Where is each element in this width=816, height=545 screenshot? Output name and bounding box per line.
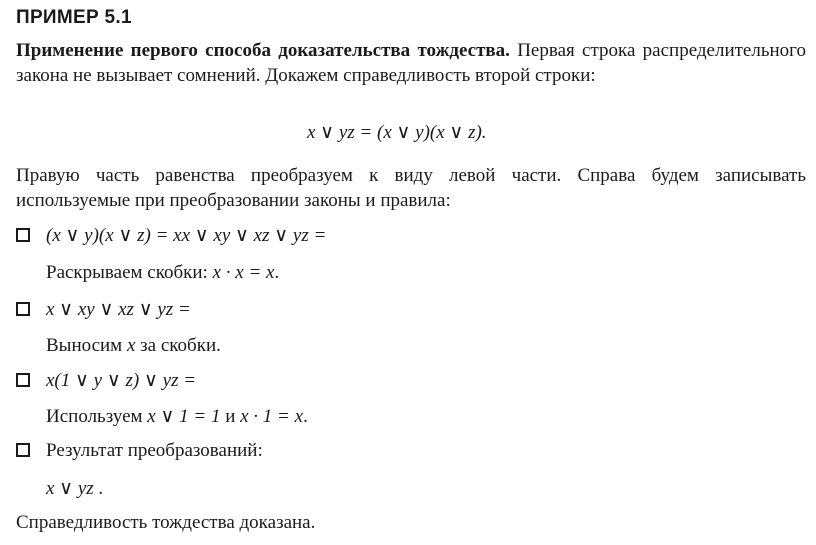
step-1-note-tail: . xyxy=(274,262,280,283)
step-2-note-text: Выносим xyxy=(46,335,127,356)
step-4-note-tail: . xyxy=(93,478,104,499)
step-4 xyxy=(16,440,263,466)
step-4-note-math: x ∨ yz xyxy=(46,478,94,499)
step-2 xyxy=(16,298,191,324)
step-4-text: Результат преобразований: xyxy=(46,440,263,461)
step-1-note xyxy=(46,262,279,284)
checkbox-bullet-icon xyxy=(16,443,30,457)
example-heading: ПРИМЕР 5.1 xyxy=(16,7,132,28)
step-1-note-math: x · x = x xyxy=(212,262,275,283)
intro-text: Первая строка распределительного закона не вызывает сомнений. Докажем справедливость второй строки: xyxy=(16,40,807,86)
checkbox-bullet-icon xyxy=(16,228,30,242)
checkbox-bullet-icon xyxy=(16,373,30,387)
step-4-note xyxy=(46,477,103,500)
main-formula: x ∨ yz = (x ∨ y)(x ∨ z). xyxy=(307,122,487,143)
step-2-formula: x ∨ xy ∨ xz ∨ yz = xyxy=(46,299,191,320)
step-3-note-text: Используем xyxy=(46,406,148,427)
step-3-note-math2: x · 1 = x xyxy=(240,406,304,427)
step-3-formula: x(1 ∨ y ∨ z) ∨ yz = xyxy=(46,370,197,391)
step-3 xyxy=(16,369,196,395)
step-2-note xyxy=(46,335,221,357)
step-2-note-tail: за скобки. xyxy=(135,335,221,356)
intro-bold-title: Применение первого способа доказательства тождества. xyxy=(16,40,510,61)
step-1 xyxy=(16,224,326,250)
step-1-formula: (x ∨ y)(x ∨ z) = xx ∨ xy ∨ xz ∨ yz = xyxy=(46,225,327,246)
step-1-note-text: Раскрываем скобки: xyxy=(46,262,213,283)
step-3-note-mid: и xyxy=(220,406,241,427)
step-3-note-tail: . xyxy=(303,406,308,427)
step-3-note-math: x ∨ 1 = 1 xyxy=(147,406,221,427)
transform-paragraph: Правую часть равенства преобразуем к виду левой части. Справа будем записывать используемые при преобразовании законы и правила: xyxy=(16,165,806,211)
checkbox-bullet-icon xyxy=(16,302,30,316)
conclusion-text: Справедливость тождества доказана. xyxy=(16,512,316,533)
intro-paragraph xyxy=(16,38,806,88)
step-2-note-math: x xyxy=(126,335,136,356)
step-3-note xyxy=(46,405,308,428)
